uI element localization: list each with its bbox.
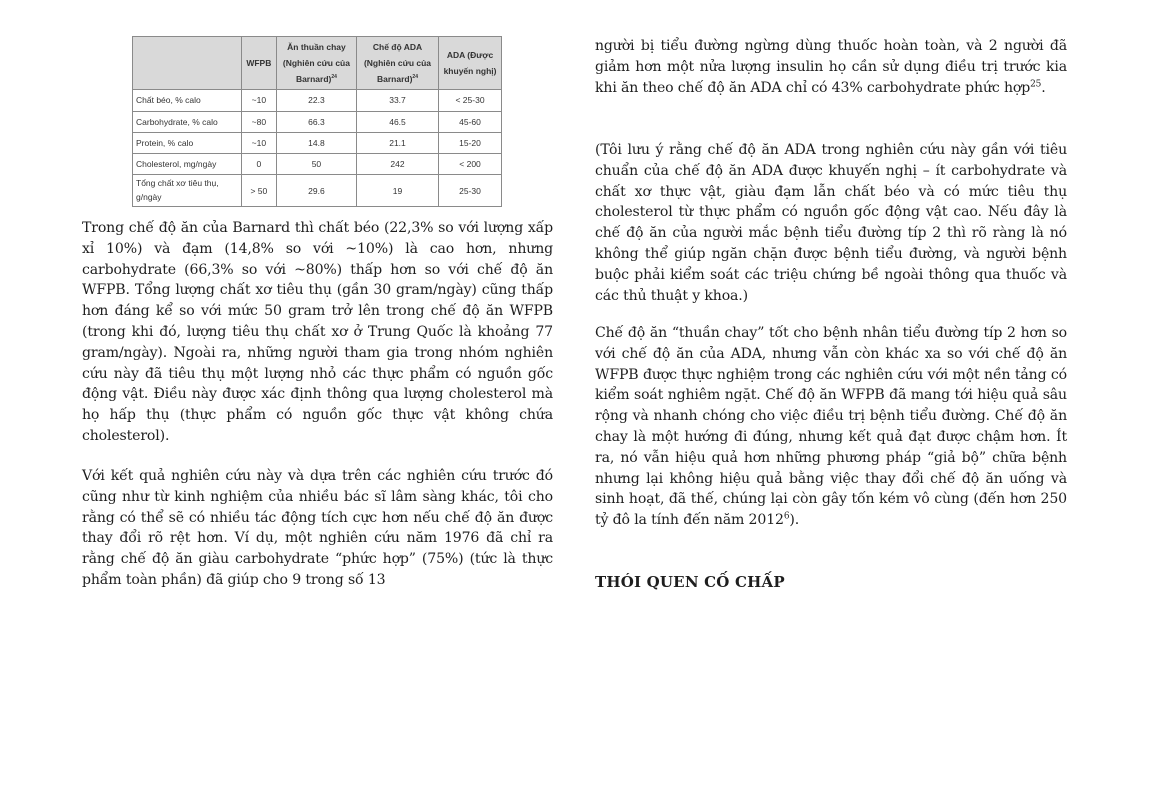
section-heading: THÓI QUEN CỐ CHẤP (595, 573, 785, 591)
table-cell: 0 (241, 153, 276, 174)
table-header-ada-recommended: ADA (Được khuyến nghị) (439, 37, 502, 90)
table-cell: 50 (276, 153, 356, 174)
table-cell: 21.1 (356, 132, 438, 153)
table-cell: > 50 (241, 174, 276, 206)
table-row (133, 174, 502, 206)
table-cell: 19 (356, 174, 438, 206)
table-cell: Carbohydrate, % calo (133, 111, 242, 132)
table-cell: Tổng chất xơ tiêu thụ, g/ngày (133, 174, 242, 206)
right-paragraph-2: (Tôi lưu ý rằng chế độ ăn ADA trong nghiên cứu này gần với tiêu chuẩn của chế độ ăn ADA được khuyến nghị – ít carbohydrate và chất xơ thực vật, giàu đạm lẫn chất béo và có mức tiêu thụ cholesterol từ thực phẩm có nguồn gốc động vật cao. Nếu đây là chế độ ăn của người mắc bệnh tiểu đường típ 2 thì rõ ràng là nó không thể giúp ngăn chặn được bệnh tiểu đường, và người bệnh buộc phải kiểm soát các triệu chứng bề ngoài thông qua thuốc và các thủ thuật y khoa.) (595, 142, 1067, 304)
table-cell: 33.7 (356, 90, 438, 111)
table-row (133, 90, 502, 111)
table-cell: Chất béo, % calo (133, 90, 242, 111)
table-cell: < 25-30 (439, 90, 502, 111)
table-header-row (133, 37, 502, 90)
table-header-ada-barnard: Chế độ ADA (Nghiên cứu của Barnard)$^{24}$ (356, 37, 438, 90)
table-cell: ~10 (241, 90, 276, 111)
left-paragraph-1: Trong chế độ ăn của Barnard thì chất béo (22,3% so với lượng xấp xỉ 10%) và đạm (14,8% so với ~10%) là cao hơn, nhưng carbohydrate (66,3% so với ~80%) thấp hơn so với chế độ ăn WFPB. Tổng lượng chất xơ tiêu thụ (gần 30 gram/ngày) cũng thấp hơn đáng kể so với mức 50 gram trở lên trong chế độ ăn WFPB (trong khi đó, lượng tiêu thụ chất xơ ở Trung Quốc là khoảng 77 gram/ngày). Ngoài ra, những người tham gia trong nhóm nghiên cứu này đã tiêu thụ một lượng nhỏ các thực phẩm có nguồn gốc động vật. Điều này được xác định thông qua lượng cholesterol mà họ hấp thụ (thực phẩm có nguồn gốc thực vật không chứa cholesterol). (82, 220, 553, 444)
table-cell: 46.5 (356, 111, 438, 132)
table-cell: 29.6 (276, 174, 356, 206)
footnote-ref: 25 (1030, 78, 1042, 89)
table-cell: Protein, % calo (133, 132, 242, 153)
table-cell: 15-20 (439, 132, 502, 153)
right-paragraph-3: Chế độ ăn “thuần chay” tốt cho bệnh nhân tiểu đường típ 2 hơn so với chế độ ăn của ADA, nhưng vẫn còn khác xa so với chế độ ăn WFPB được thực nghiệm trong các nghiên cứu với một nền tảng có kiểm soát nghiêm ngặt. Chế độ ăn WFPB đã mang tới hiệu quả sâu rộng và nhanh chóng cho việc điều trị bệnh tiểu đường. Chế độ ăn chay là một hướng đi đúng, nhưng kết quả đạt được chậm hơn. Ít ra, nó vẫn hiệu quả hơn những phương pháp “giả bộ” chữa bệnh nhưng lại không hiệu quả bằng việc thay đổi chế độ ăn uống và sinh hoạt, đã thế, chúng lại còn gây tốn kém vô cùng (đến hơn 250 tỷ đô la tính đến năm 2012$^6$). (595, 325, 1067, 529)
table-cell: 242 (356, 153, 438, 174)
table-cell: ~10 (241, 132, 276, 153)
table-cell: < 200 (439, 153, 502, 174)
left-paragraph-2: Với kết quả nghiên cứu này và dựa trên các nghiên cứu trước đó cũng như từ kinh nghiệm của nhiều bác sĩ lâm sàng khác, tôi cho rằng có thể sẽ có nhiều tác động tích cực hơn nếu chế độ ăn được thay đổi rõ rệt hơn. Ví dụ, một nghiên cứu năm 1976 đã chỉ ra rằng chế độ ăn giàu carbohydrate “phức hợp” (75%) (tức là thực phẩm toàn phần) đã giúp cho 9 trong số 13 (82, 468, 553, 588)
table-cell: ~80 (241, 111, 276, 132)
table-cell: 25-30 (439, 174, 502, 206)
diet-comparison-table (132, 36, 502, 207)
table-header-wfpb: WFPB (241, 37, 276, 90)
table-cell: 66.3 (276, 111, 356, 132)
table-cell: 22.3 (276, 90, 356, 111)
right-paragraph-1: người bị tiểu đường ngừng dùng thuốc hoàn toàn, và 2 người đã giảm hơn một nửa lượng insulin họ cần sử dụng điều trị trước kia khi ăn theo chế độ ăn ADA chỉ có 43% carbohydrate phức hợp$^{25}$. (595, 38, 1067, 96)
table-header-blank (133, 37, 242, 90)
table-cell: 14.8 (276, 132, 356, 153)
footnote-ref: 6 (783, 511, 790, 522)
table-row (133, 111, 502, 132)
table-row (133, 153, 502, 174)
table-cell: Cholesterol, mg/ngày (133, 153, 242, 174)
table-row (133, 132, 502, 153)
table-header-vegan-barnard: Ăn thuần chay (Nghiên cứu của Barnard)$^{24}$ (276, 37, 356, 90)
table-cell: 45-60 (439, 111, 502, 132)
